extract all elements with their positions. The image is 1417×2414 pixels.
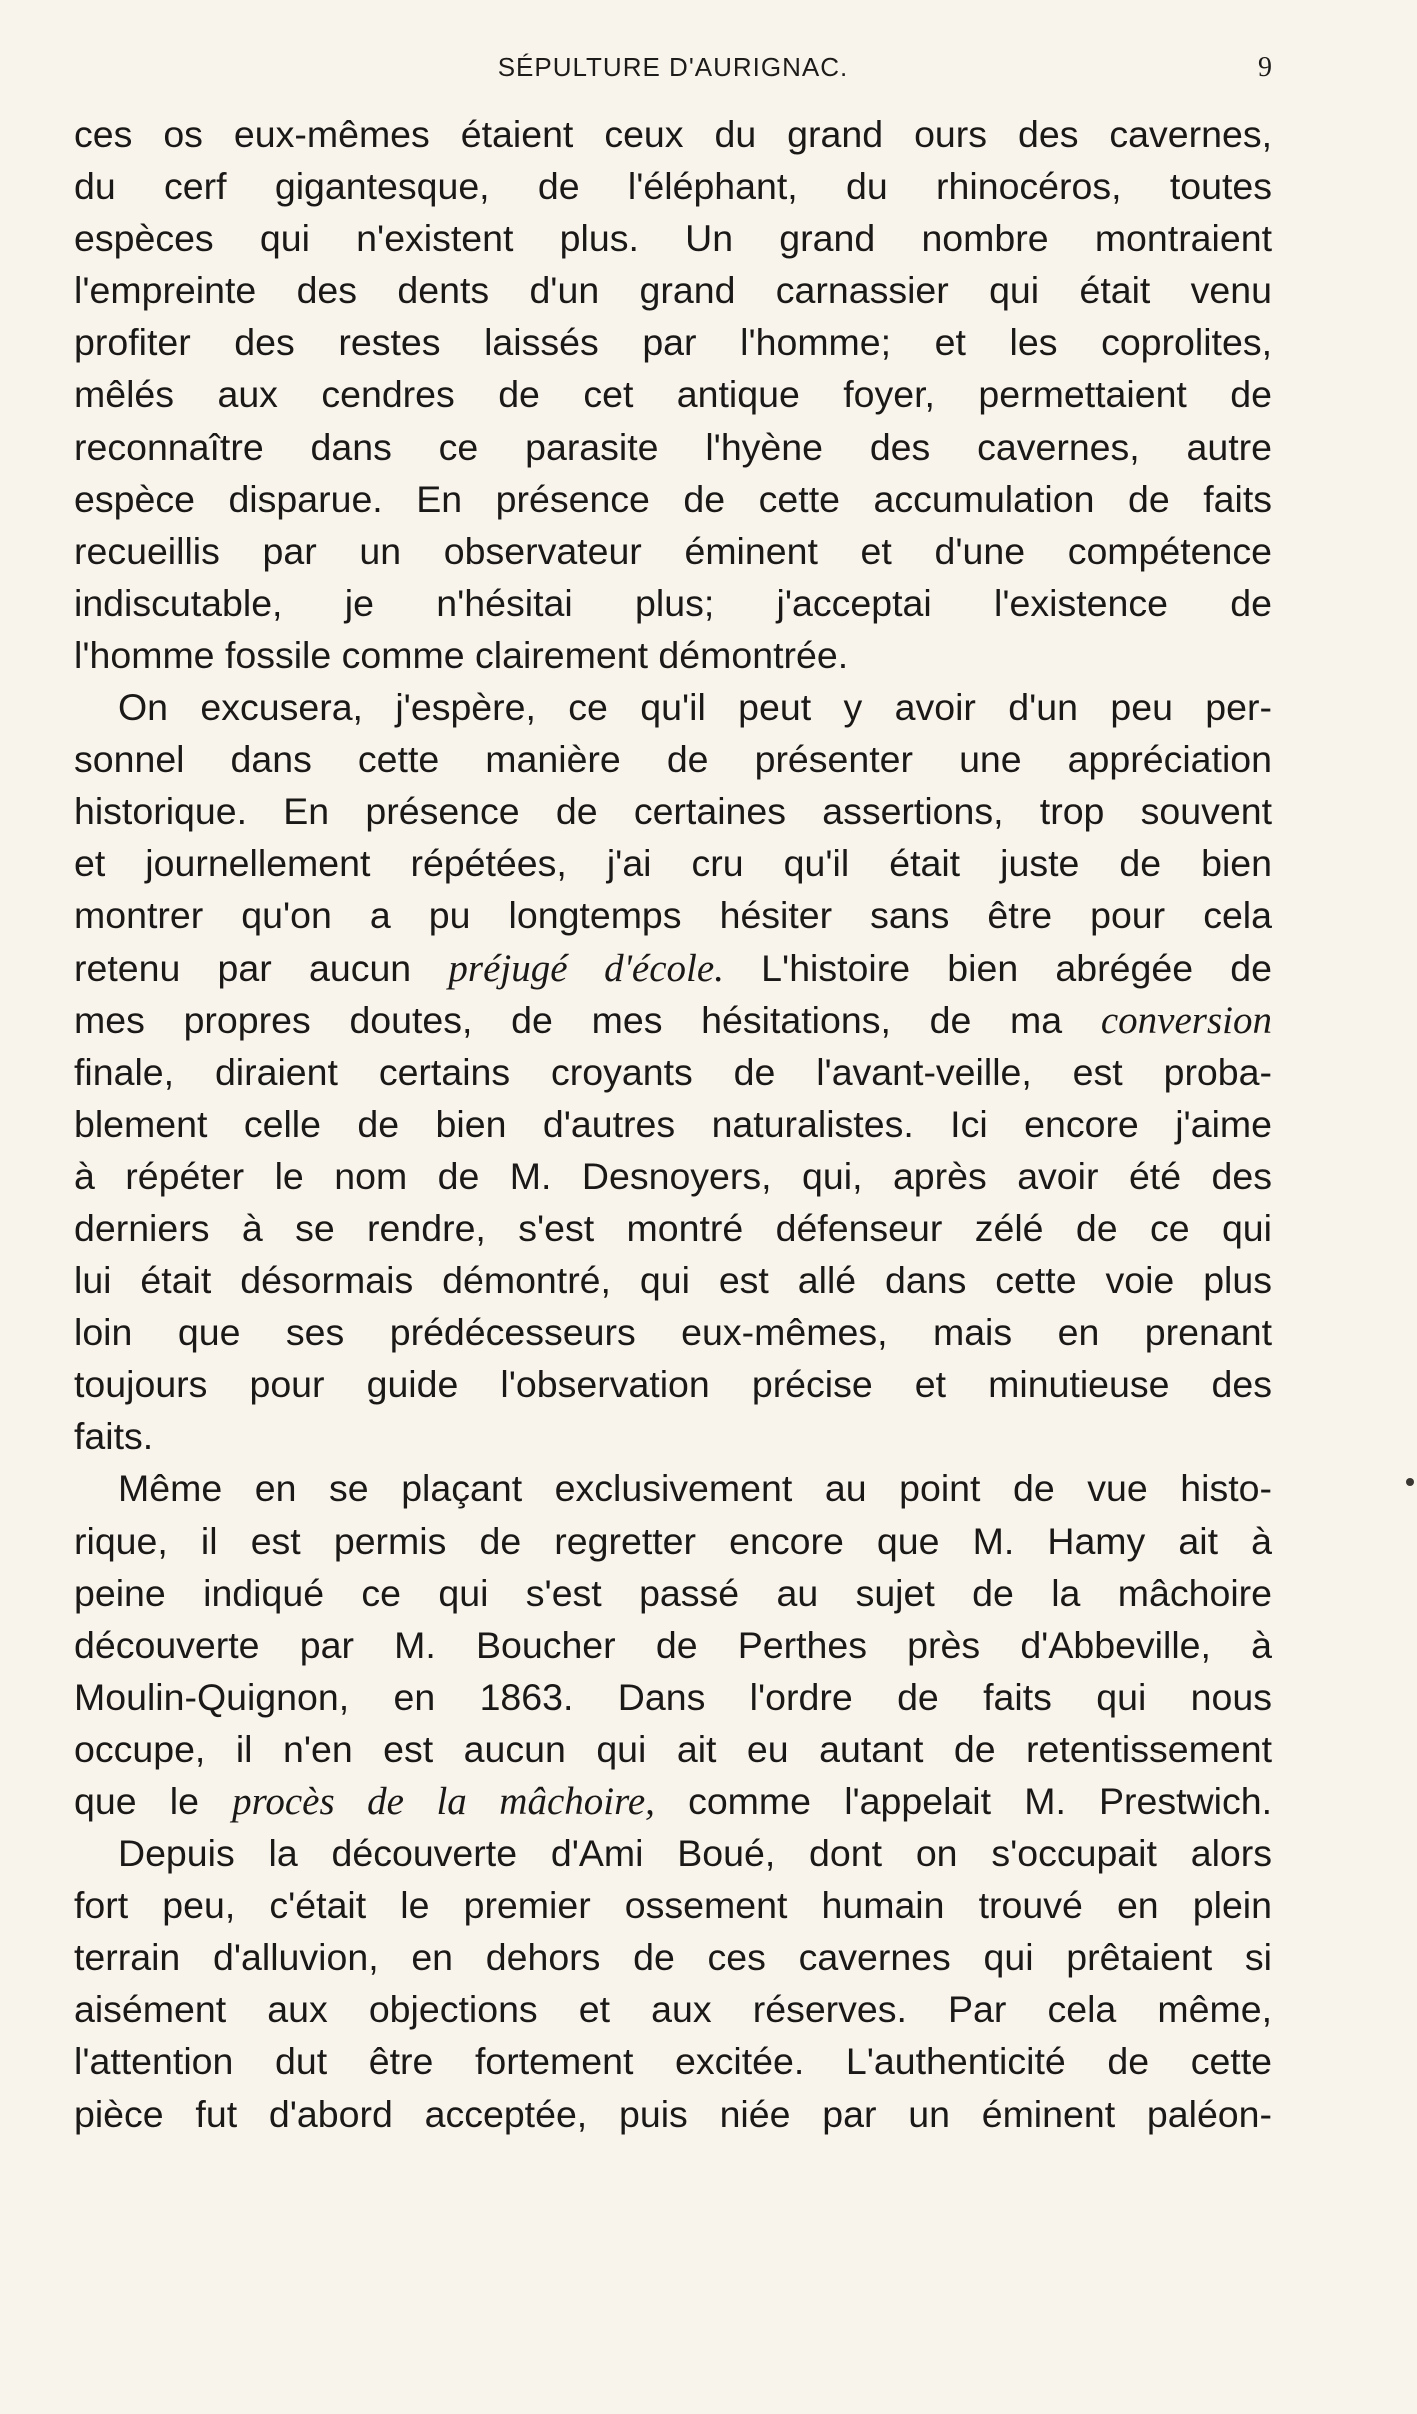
- italic-phrase: préjugé d'école.: [448, 946, 724, 990]
- italic-phrase: procès de la mâchoire,: [232, 1780, 655, 1823]
- text-line: peine indiqué ce qui s'est passé au sujet de la mâchoire: [74, 1571, 1272, 1614]
- line-segment: que le: [74, 1780, 233, 1822]
- text-line: loin que ses prédécesseurs eux-mêmes, mais en prenant: [74, 1311, 1272, 1354]
- text-line: à répéter le nom de M. Desnoyers, qui, après avoir été des: [74, 1154, 1272, 1197]
- page-header: [74, 52, 1272, 96]
- text-line: du cerf gigantesque, de l'éléphant, du rhinocéros, toutes: [74, 165, 1272, 208]
- text-line: toujours pour guide l'observation précise et minutieuse des: [74, 1363, 1272, 1406]
- line-segment: comme l'appelait M. Prestwich.: [654, 1780, 1272, 1822]
- text-line: Moulin-Quignon, en 1863. Dans l'ordre de faits qui nous: [74, 1675, 1272, 1718]
- text-line: On excusera, j'espère, ce qu'il peut y avoir d'un peu per-: [118, 686, 1272, 729]
- text-line: fort peu, c'était le premier ossement humain trouvé en plein: [74, 1884, 1272, 1927]
- text-line: finale, diraient certains croyants de l'avant-veille, est proba-: [74, 1050, 1272, 1093]
- text-line: terrain d'alluvion, en dehors de ces cavernes qui prêtaient si: [74, 1936, 1272, 1979]
- text-line-italic: [74, 994, 1272, 1046]
- line-segment: mes propres doutes, de mes hésitations, de ma: [74, 998, 1101, 1041]
- text-line: Même en se plaçant exclusivement au point de vue histo-: [118, 1467, 1272, 1510]
- text-line: espèces qui n'existent plus. Un grand nombre montraient: [74, 217, 1272, 260]
- print-speck: [1406, 1478, 1414, 1486]
- page-number: 9: [1258, 52, 1272, 83]
- text-line: ces os eux-mêmes étaient ceux du grand ours des cavernes,: [74, 113, 1272, 155]
- text-line: indiscutable, je n'hésitai plus; j'acceptai l'existence de: [74, 581, 1272, 624]
- text-line: faits.: [74, 1415, 154, 1458]
- text-line-italic: [74, 942, 1272, 994]
- text-line: aisément aux objections et aux réserves. Par cela même,: [74, 1988, 1272, 2031]
- body-text: [74, 108, 1272, 2140]
- text-line: derniers à se rendre, s'est montré défenseur zélé de ce qui: [74, 1206, 1272, 1249]
- text-line: blement celle de bien d'autres naturalistes. Ici encore j'aime: [74, 1102, 1272, 1145]
- text-line: Depuis la découverte d'Ami Boué, dont on s'occupait alors: [118, 1832, 1272, 1875]
- text-line: recueillis par un observateur éminent et d'une compétence: [74, 529, 1272, 572]
- text-line: découverte par M. Boucher de Perthes près d'Abbeville, à: [74, 1623, 1272, 1666]
- text-line: et journellement répétées, j'ai cru qu'il était juste de bien: [74, 842, 1272, 885]
- italic-phrase: conversion: [1100, 998, 1272, 1042]
- text-line-italic: [74, 1775, 1272, 1827]
- text-line: espèce disparue. En présence de cette accumulation de faits: [74, 477, 1272, 520]
- text-line: mêlés aux cendres de cet antique foyer, permettaient de: [74, 373, 1272, 416]
- text-line: rique, il est permis de regretter encore que M. Hamy ait à: [74, 1519, 1272, 1562]
- text-line: montrer qu'on a pu longtemps hésiter sans être pour cela: [74, 894, 1272, 937]
- text-line: reconnaître dans ce parasite l'hyène des cavernes, autre: [74, 425, 1272, 468]
- text-line: profiter des restes laissés par l'homme; et les coprolites,: [74, 321, 1272, 364]
- text-line: l'attention dut être fortement excitée. L'authenticité de cette: [74, 2040, 1272, 2083]
- running-title: SÉPULTURE D'AURIGNAC.: [497, 52, 849, 82]
- text-line: historique. En présence de certaines assertions, trop souvent: [74, 790, 1272, 833]
- line-segment: retenu par aucun: [74, 946, 449, 989]
- text-line: l'homme fossile comme clairement démontrée.: [74, 633, 849, 676]
- text-line: occupe, il n'en est aucun qui ait eu autant de retentissement: [74, 1727, 1272, 1770]
- text-line: pièce fut d'abord acceptée, puis niée par un éminent paléon-: [74, 2092, 1272, 2135]
- text-line: lui était désormais démontré, qui est allé dans cette voie plus: [74, 1259, 1272, 1302]
- line-segment: L'histoire bien abrégée de: [723, 946, 1272, 989]
- text-line: sonnel dans cette manière de présenter une appréciation: [74, 738, 1272, 781]
- text-line: l'empreinte des dents d'un grand carnassier qui était venu: [74, 269, 1272, 312]
